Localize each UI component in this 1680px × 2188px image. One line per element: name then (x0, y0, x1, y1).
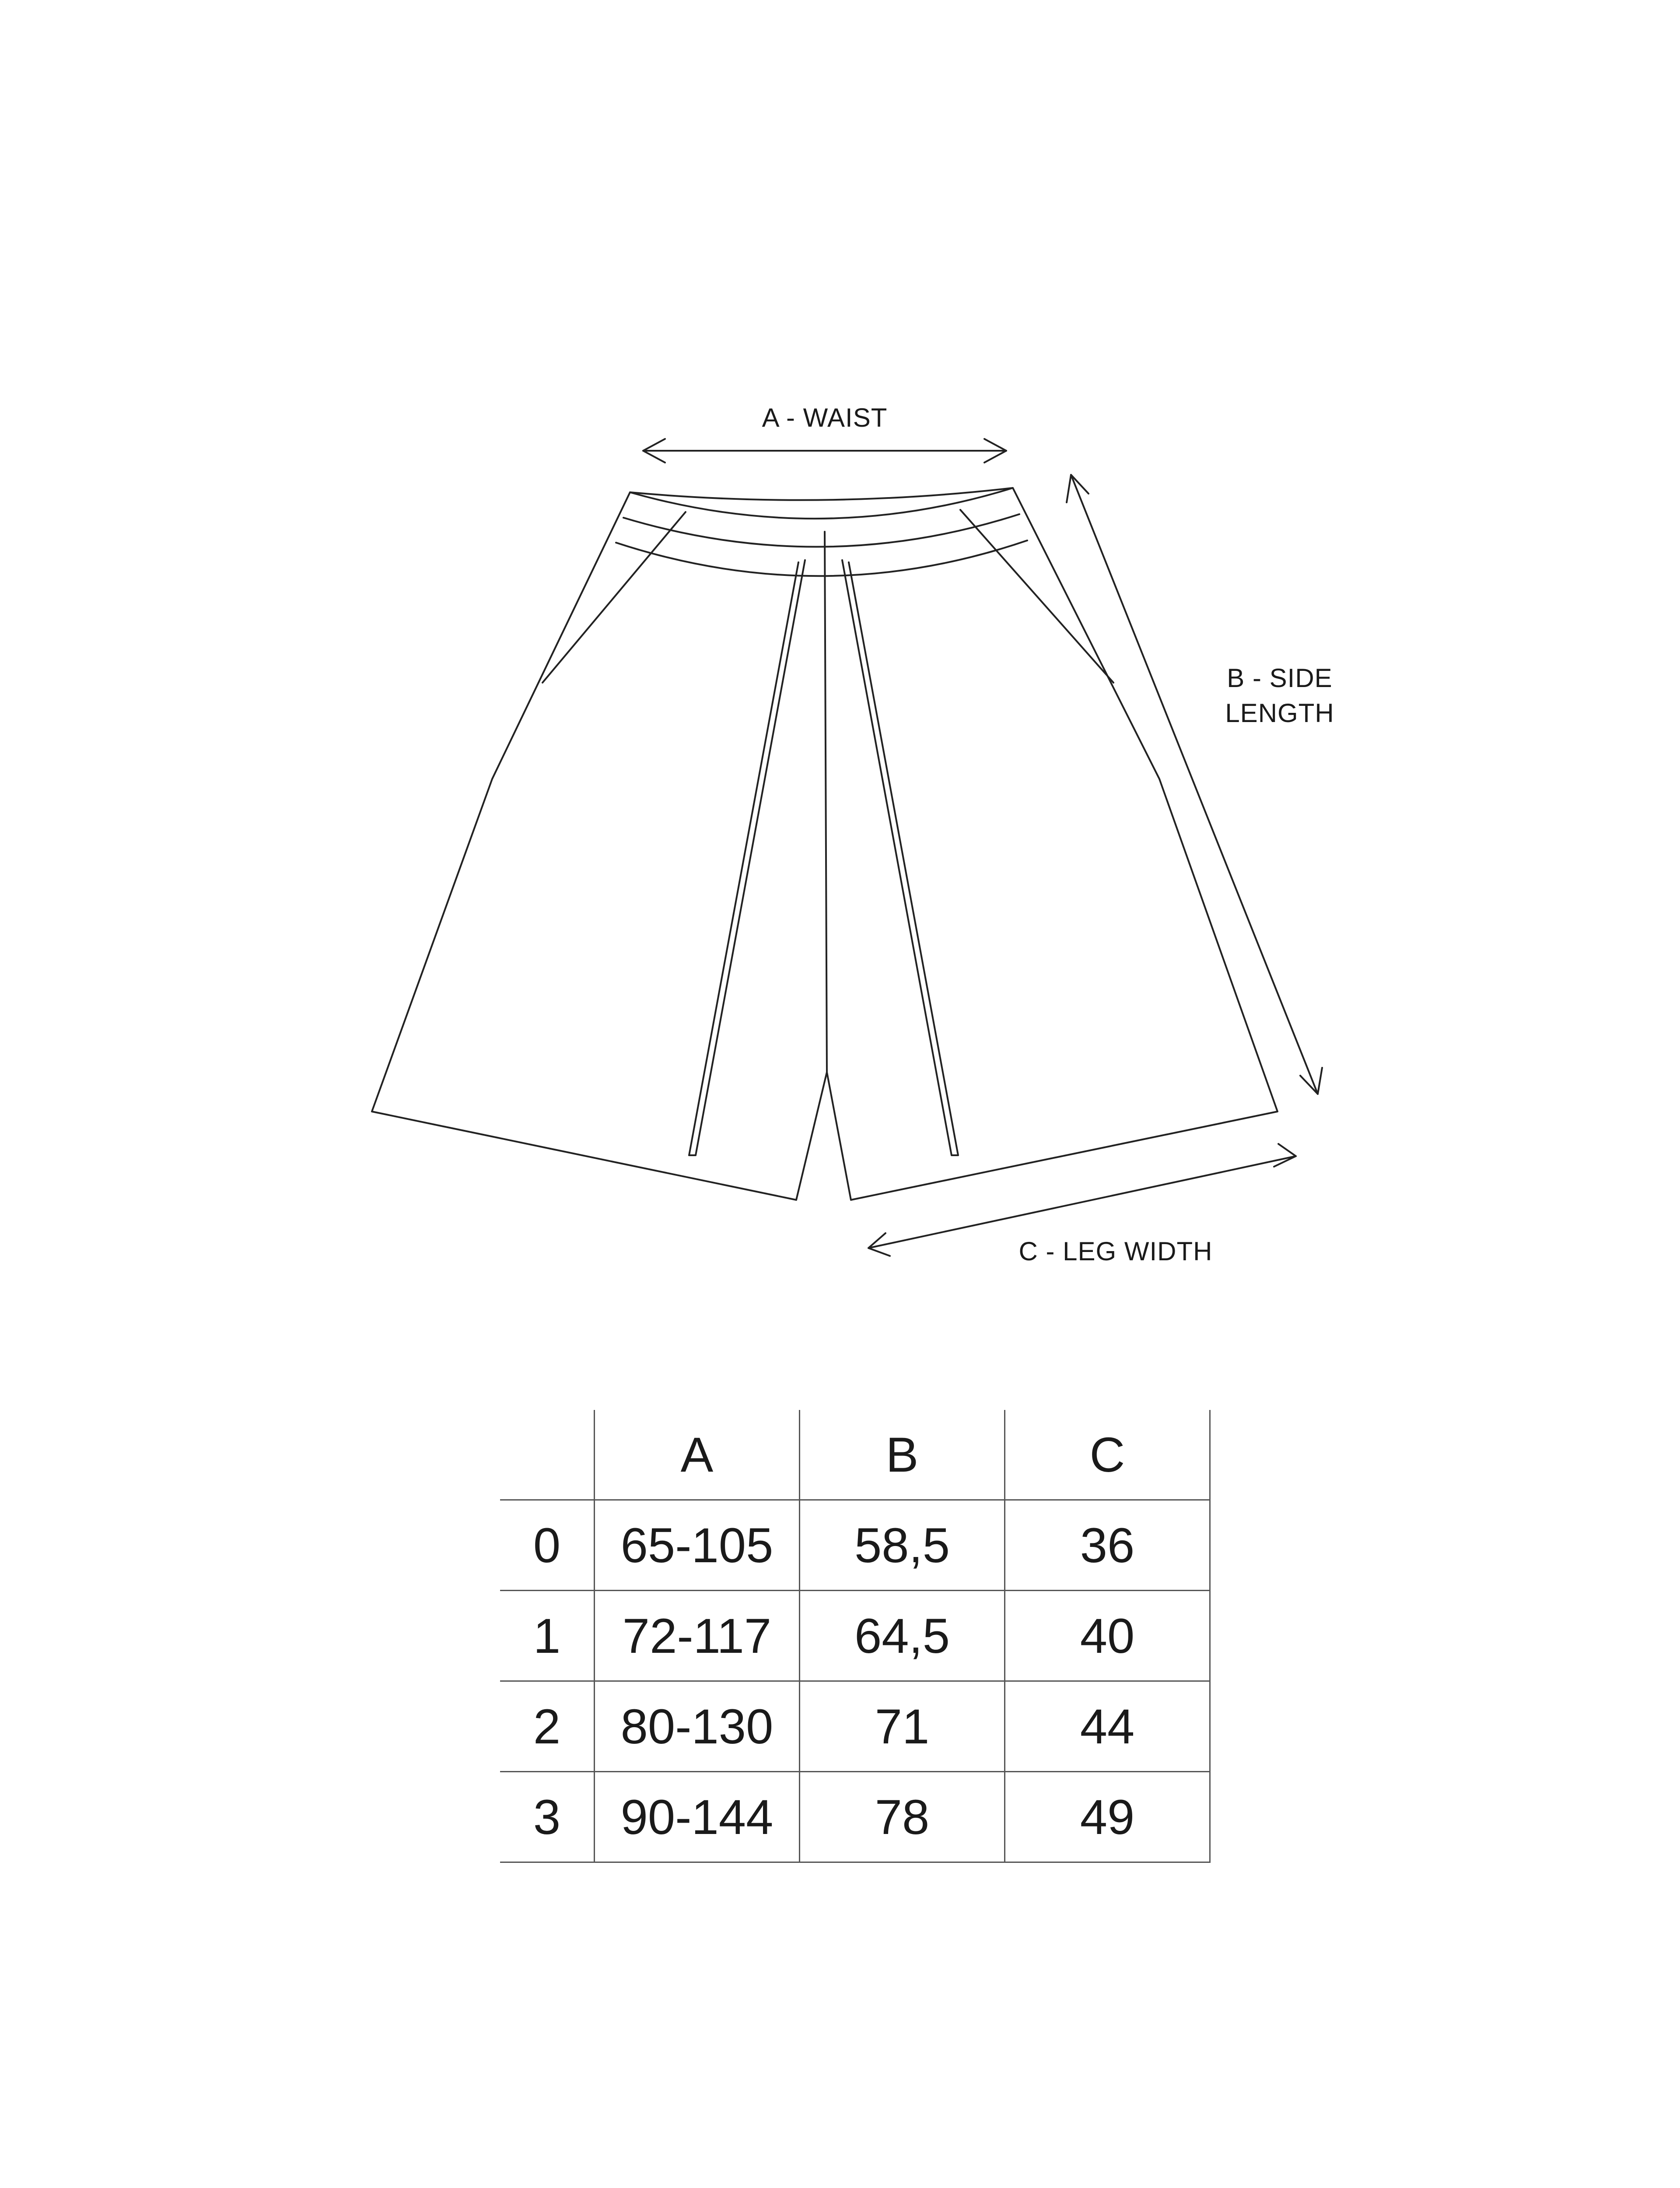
right-pleat (842, 560, 958, 1155)
size-cell: 0 (500, 1500, 595, 1591)
left-pleat (689, 560, 805, 1155)
table-row (500, 1591, 1210, 1681)
size-cell: 1 (500, 1591, 595, 1681)
table-row (500, 1772, 1210, 1862)
waistband-top (630, 488, 1013, 519)
leg-width-cell: 40 (1005, 1591, 1210, 1681)
table-row (500, 1500, 1210, 1591)
waist-cell: 90-144 (595, 1772, 800, 1862)
side-length-cell: 78 (800, 1772, 1005, 1862)
side-length-cell: 71 (800, 1681, 1005, 1772)
center-seam (825, 532, 827, 1072)
leg-width-cell: 49 (1005, 1772, 1210, 1862)
table-row (500, 1681, 1210, 1772)
side-length-label-line2: LENGTH (1225, 698, 1334, 728)
leg-width-cell: 36 (1005, 1500, 1210, 1591)
side-length-cell: 58,5 (800, 1500, 1005, 1591)
header-cell-c: C (1005, 1410, 1210, 1500)
leg-width-label: C - LEG WIDTH (1018, 1237, 1213, 1266)
size-cell: 3 (500, 1772, 595, 1862)
header-cell-b: B (800, 1410, 1005, 1500)
side-length-arrow (1067, 475, 1322, 1094)
header-cell-size (500, 1410, 595, 1500)
size-table (500, 1410, 1211, 1863)
waist-cell: 65-105 (595, 1500, 800, 1591)
size-cell: 2 (500, 1681, 595, 1772)
waist-label: A - WAIST (762, 403, 888, 432)
side-length-cell: 64,5 (800, 1591, 1005, 1681)
side-length-label-line1: B - SIDE (1227, 663, 1333, 693)
leg-width-cell: 44 (1005, 1681, 1210, 1772)
left-pocket-line (542, 512, 686, 683)
table-header-row (500, 1410, 1210, 1500)
waist-arrow (643, 439, 1006, 463)
waistband-bottom (616, 540, 1027, 576)
header-cell-a: A (595, 1410, 800, 1500)
waist-cell: 72-117 (595, 1591, 800, 1681)
waist-cell: 80-130 (595, 1681, 800, 1772)
